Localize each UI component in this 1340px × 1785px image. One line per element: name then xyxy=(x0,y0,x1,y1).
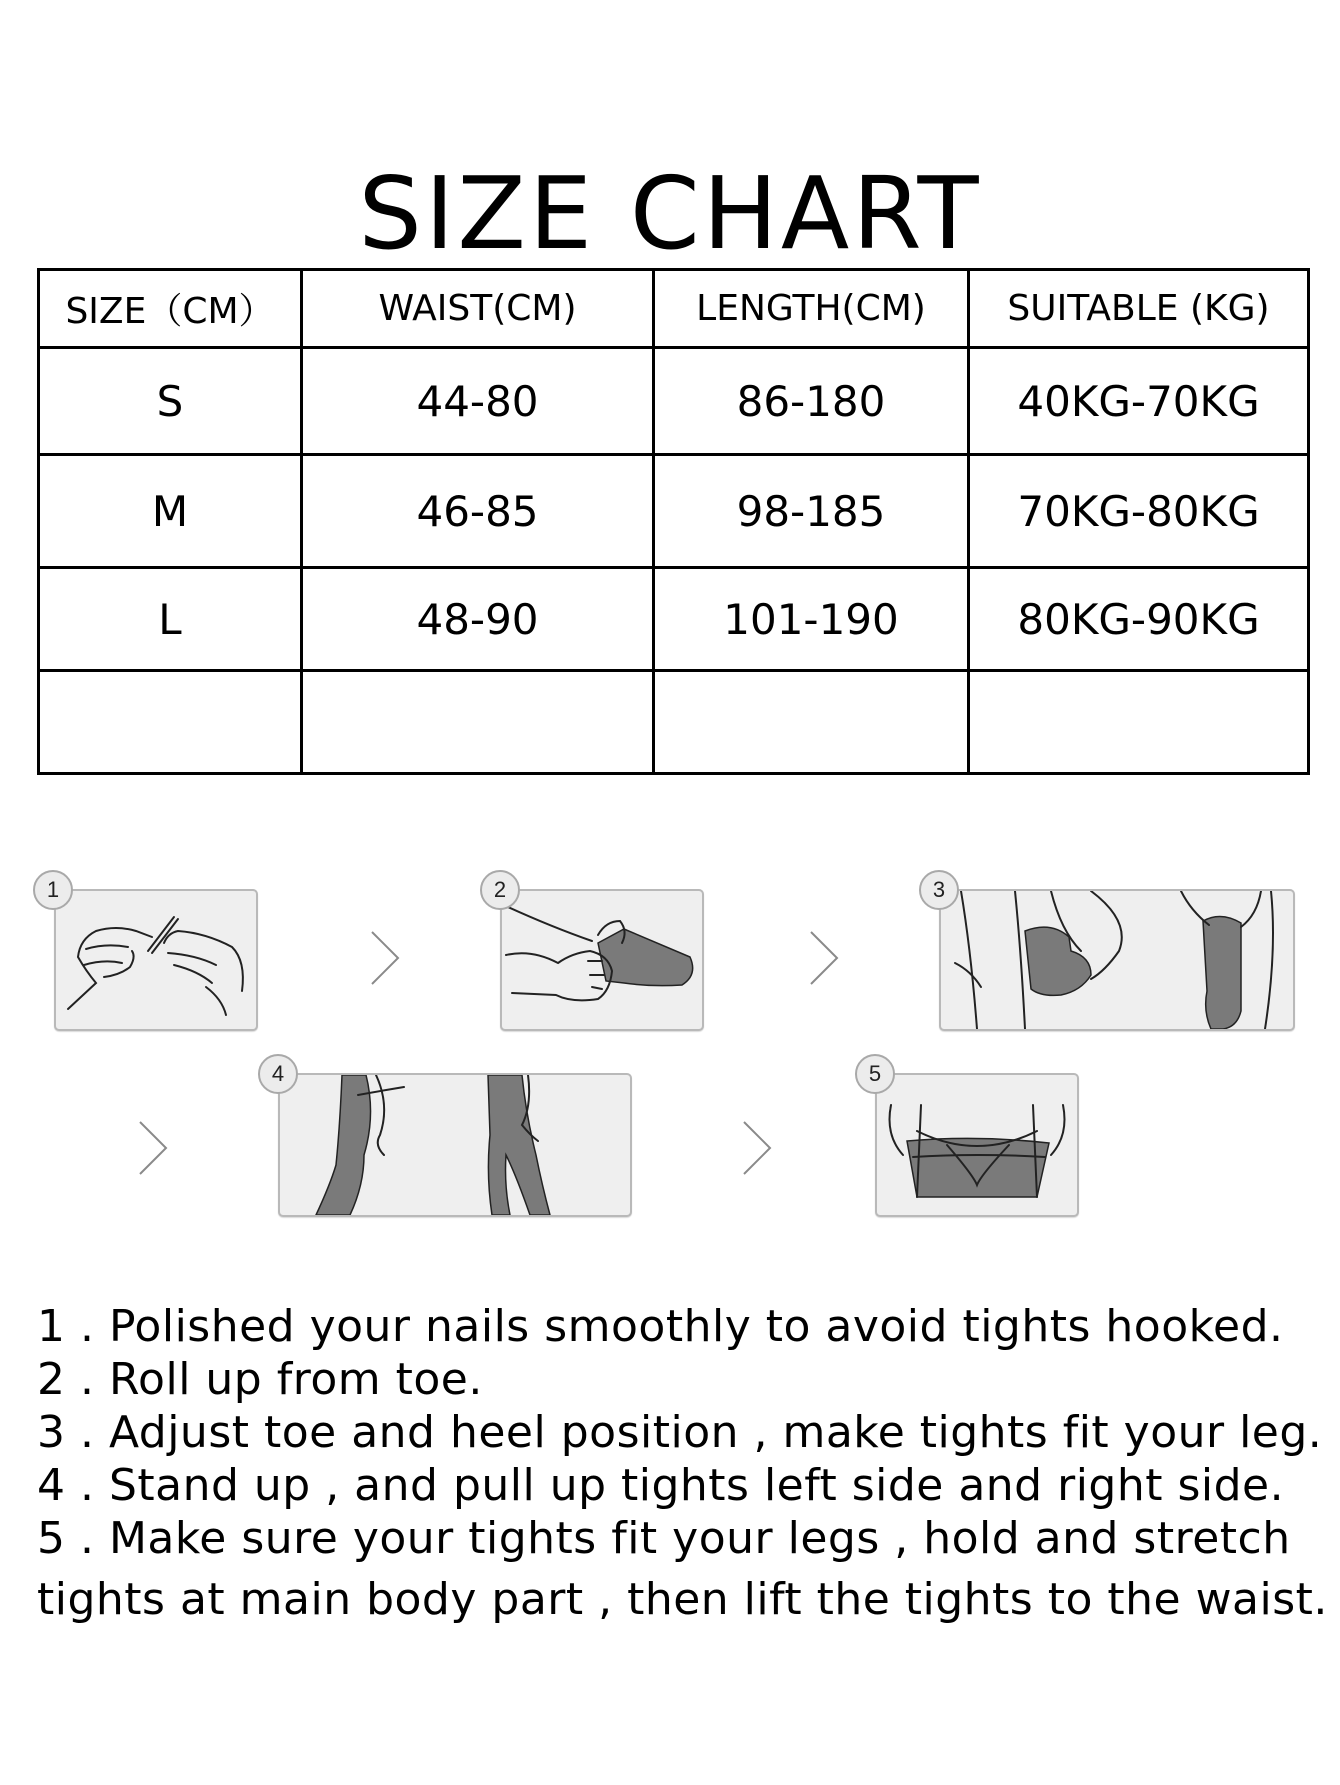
cell-suitable: 80KG-90KG xyxy=(969,568,1309,671)
standing-pulling-up-tights-icon xyxy=(280,1075,630,1215)
step-badge: 3 xyxy=(919,870,959,910)
cell-length: 101-190 xyxy=(654,568,969,671)
cell-empty xyxy=(39,671,302,774)
step-badge: 5 xyxy=(855,1054,895,1094)
cell-size: M xyxy=(39,455,302,568)
instruction-step-2: 2 . Roll up from toe. xyxy=(37,1354,483,1405)
cell-waist: 48-90 xyxy=(302,568,654,671)
table-row-empty xyxy=(39,671,1309,774)
cell-empty xyxy=(969,671,1309,774)
cell-waist: 46-85 xyxy=(302,455,654,568)
instruction-step-5: 5 . Make sure your tights fit your legs , hold and stretch xyxy=(37,1513,1291,1564)
instruction-step-3: 3 . Adjust toe and heel position , make tights fit your leg. xyxy=(37,1407,1323,1458)
cell-length: 86-180 xyxy=(654,348,969,455)
step-badge: 1 xyxy=(33,870,73,910)
hands-filing-nails-icon xyxy=(56,891,256,1029)
step-4-illustration xyxy=(278,1073,632,1217)
step-5-illustration xyxy=(875,1073,1079,1217)
size-table xyxy=(37,268,1310,775)
cell-waist: 44-80 xyxy=(302,348,654,455)
chevron-right-icon xyxy=(805,928,845,988)
cell-empty xyxy=(302,671,654,774)
cell-size: S xyxy=(39,348,302,455)
chevron-right-icon xyxy=(134,1118,174,1178)
cell-size: L xyxy=(39,568,302,671)
table-row xyxy=(39,568,1309,671)
instruction-step-5-continued: tights at main body part , then lift the tights to the waist. xyxy=(37,1574,1328,1625)
header-length: LENGTH(CM) xyxy=(654,270,969,348)
stretching-tights-to-waist-icon xyxy=(877,1075,1077,1215)
adjusting-toe-heel-icon xyxy=(941,891,1293,1029)
chevron-right-icon xyxy=(738,1118,778,1178)
step-badge: 4 xyxy=(258,1054,298,1094)
cell-suitable: 70KG-80KG xyxy=(969,455,1309,568)
cell-length: 98-185 xyxy=(654,455,969,568)
chevron-right-icon xyxy=(366,928,406,988)
step-1-illustration xyxy=(54,889,258,1031)
instruction-step-1: 1 . Polished your nails smoothly to avoid tights hooked. xyxy=(37,1301,1284,1352)
table-header-row xyxy=(39,270,1309,348)
instructions-list xyxy=(37,1300,1327,1626)
cell-empty xyxy=(654,671,969,774)
step-2-illustration xyxy=(500,889,704,1031)
step-badge: 2 xyxy=(480,870,520,910)
page-title: SIZE CHART xyxy=(358,155,982,272)
table-row xyxy=(39,455,1309,568)
instruction-step-4: 4 . Stand up , and pull up tights left side and right side. xyxy=(37,1460,1285,1511)
header-waist: WAIST(CM) xyxy=(302,270,654,348)
header-suitable: SUITABLE (KG) xyxy=(969,270,1309,348)
table-row xyxy=(39,348,1309,455)
header-size: SIZE（CM） xyxy=(39,270,302,348)
cell-suitable: 40KG-70KG xyxy=(969,348,1309,455)
step-3-illustration xyxy=(939,889,1295,1031)
rolling-tights-icon xyxy=(502,891,702,1029)
